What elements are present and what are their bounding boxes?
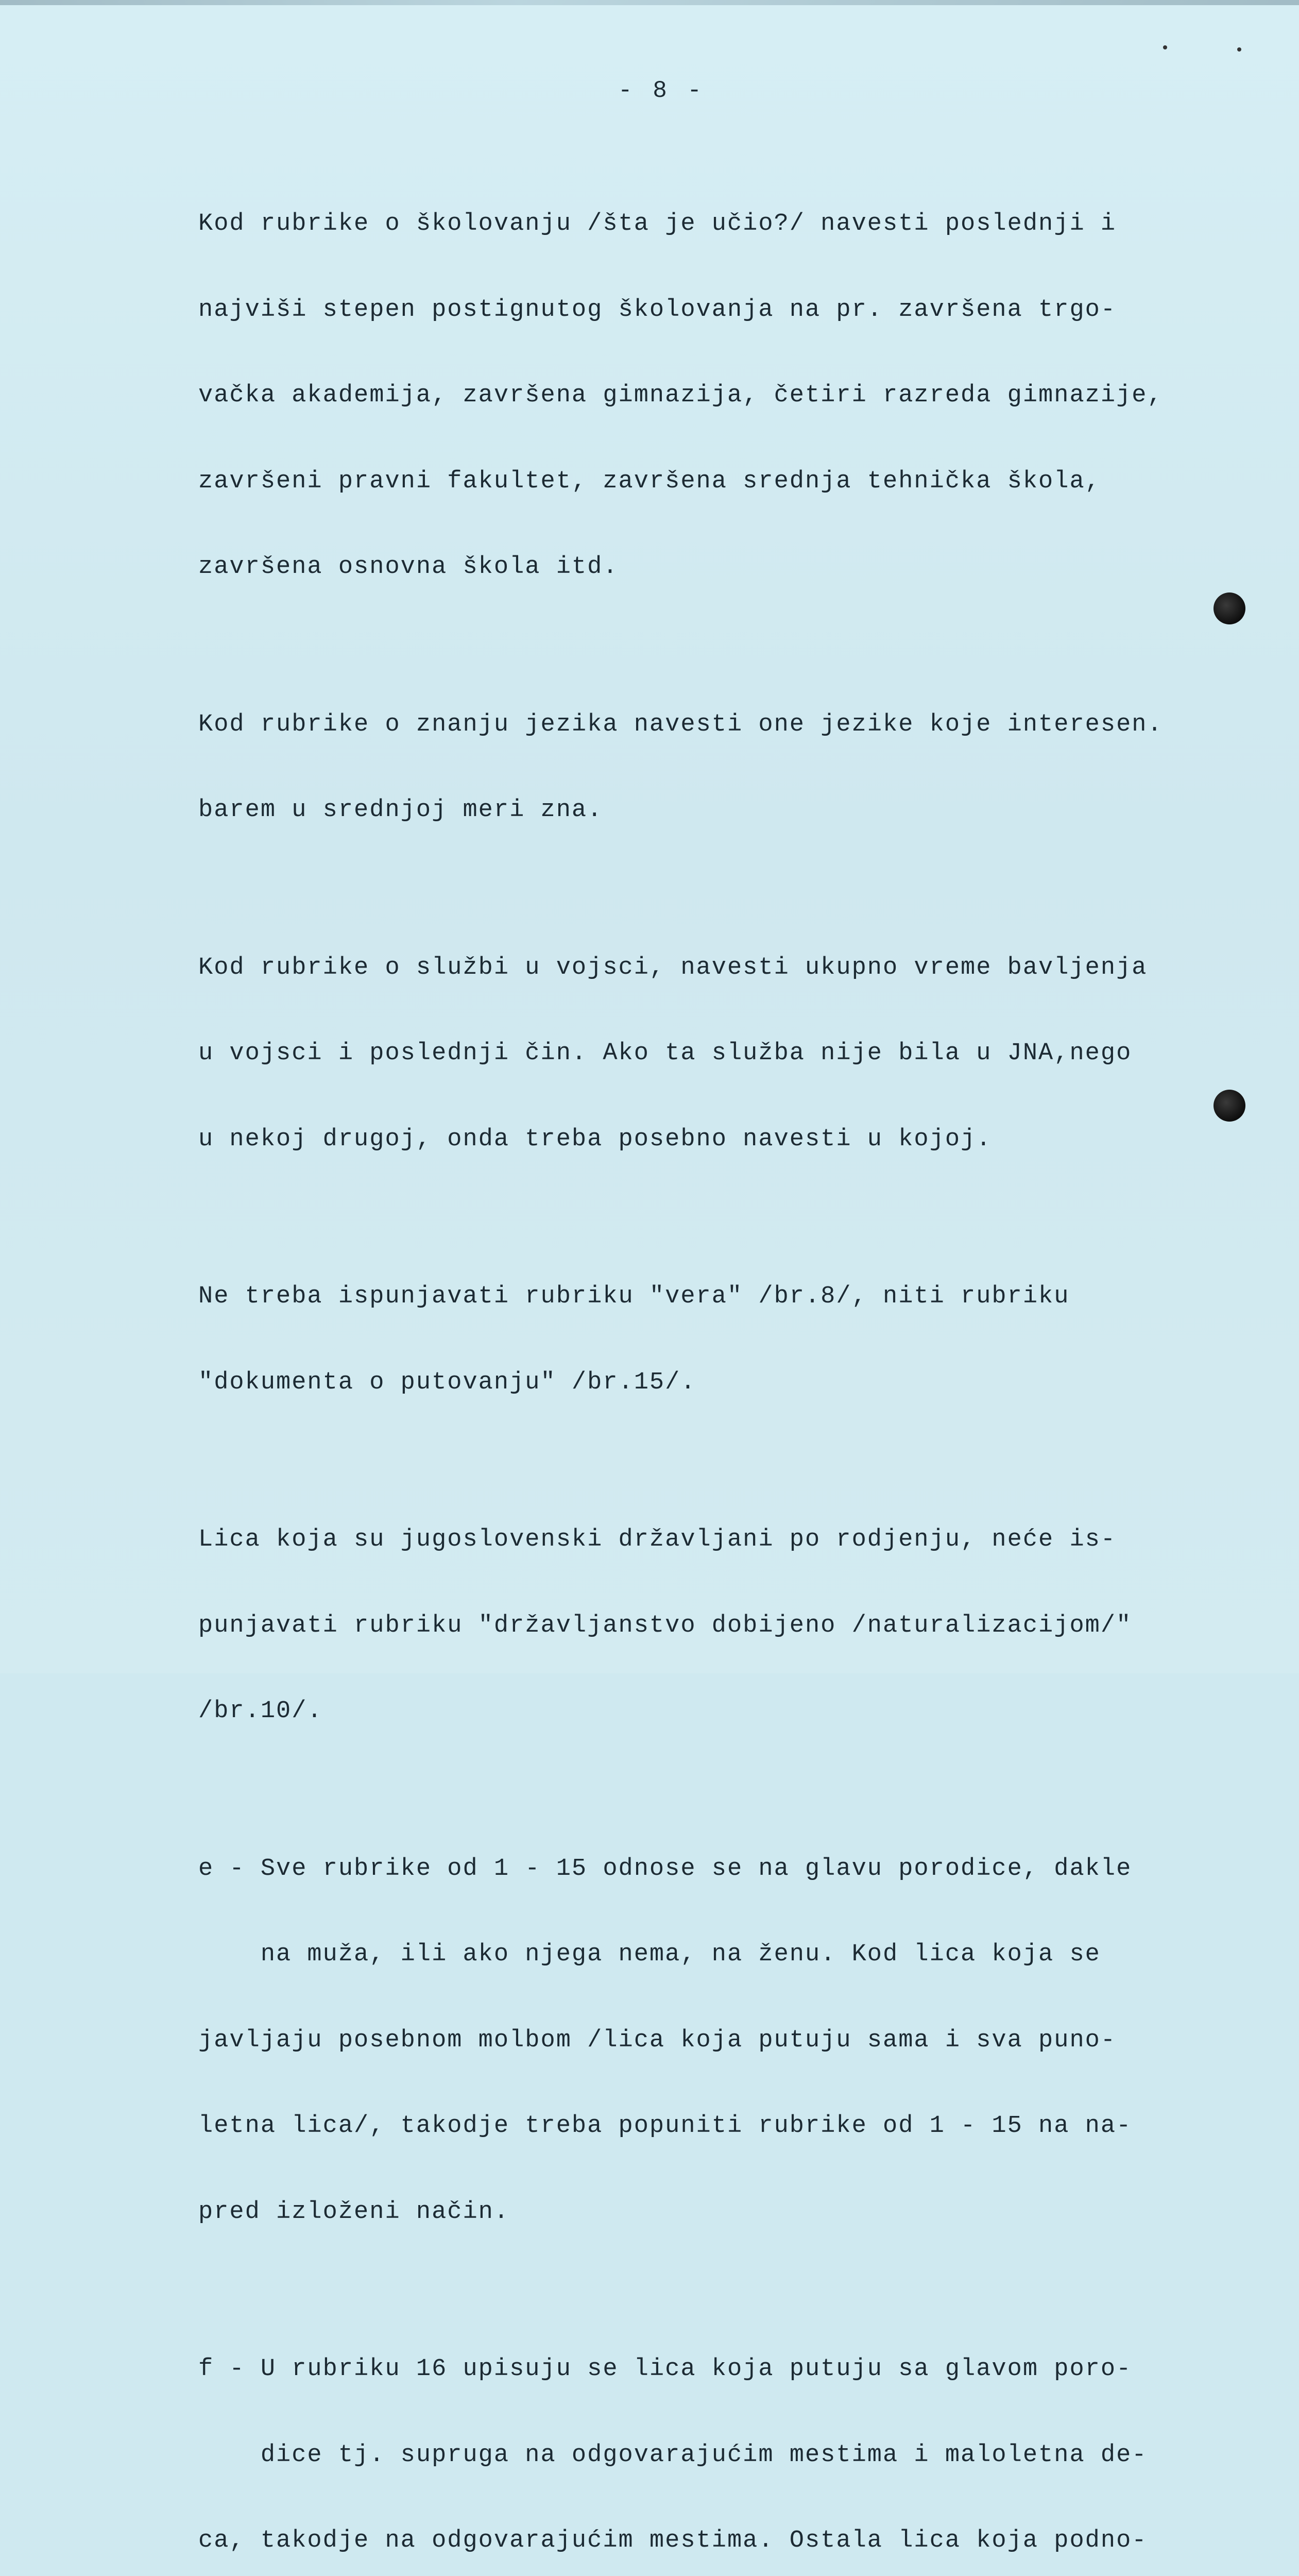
text-line: Ne treba ispunjavati rubriku "vera" /br.8/, niti rubriku <box>198 1283 1070 1310</box>
text-line: završena osnovna škola itd. <box>198 553 619 581</box>
text-line: Kod rubrike o znanju jezika navesti one jezike koje interesen. <box>198 710 1163 738</box>
text-line: punjavati rubriku "državljanstvo dobijeno /naturalizacijom/" <box>198 1612 1132 1639</box>
page-top-edge <box>0 0 1299 5</box>
text-line: e - Sve rubrike od 1 - 15 odnose se na glavu porodice, dakle <box>198 1855 1132 1883</box>
text-line: dice tj. supruga na odgovarajućim mestima i maloletna de- <box>198 2441 1148 2469</box>
paragraph-citizenship <box>198 1468 1198 1783</box>
document-body <box>198 152 1198 2576</box>
paragraph-item-f <box>198 2298 1198 2576</box>
text-line: završeni pravni fakultet, završena srednja tehnička škola, <box>198 467 1101 495</box>
page-number: - 8 - <box>618 77 705 104</box>
paragraph-education <box>198 152 1198 639</box>
paragraph-languages <box>198 653 1198 882</box>
text-line: u nekoj drugoj, onda treba posebno navesti u kojoj. <box>198 1125 992 1153</box>
text-line: pred izloženi način. <box>198 2198 510 2226</box>
text-line: na muža, ili ako njega nema, na ženu. Kod lica koja se <box>198 1941 1101 1968</box>
text-line: letna lica/, takodje treba popuniti rubrike od 1 - 15 na na- <box>198 2112 1132 2140</box>
punch-hole <box>1213 592 1245 624</box>
text-line: /br.10/. <box>198 1698 323 1725</box>
punch-hole <box>1213 1090 1245 1122</box>
text-line: f - U rubriku 16 upisuju se lica koja putuju sa glavom poro- <box>198 2355 1132 2383</box>
text-line: ca, takodje na odgovarajućim mestima. Ostala lica koja podno- <box>198 2527 1148 2554</box>
paragraph-item-e <box>198 1798 1198 2284</box>
text-line: Lica koja su jugoslovenski državljani po rodjenju, neće is- <box>198 1526 1117 1553</box>
text-line: Kod rubrike o školovanju /šta je učio?/ navesti poslednji i <box>198 210 1117 238</box>
text-line: najviši stepen postignutog školovanja na pr. završena trgo- <box>198 296 1117 324</box>
paragraph-religion <box>198 1225 1198 1454</box>
text-line: javljaju posebnom molbom /lica koja putuju sama i sva puno- <box>198 2026 1117 2054</box>
ink-speck <box>1237 47 1241 52</box>
text-line: u vojsci i poslednji čin. Ako ta služba nije bila u JNA,nego <box>198 1040 1132 1067</box>
ink-speck <box>1163 45 1167 49</box>
text-line: "dokumenta o putovanju" /br.15/. <box>198 1368 696 1396</box>
paragraph-military <box>198 896 1198 1211</box>
text-line: vačka akademija, završena gimnazija, četiri razreda gimnazije, <box>198 382 1163 409</box>
text-line: Kod rubrike o službi u vojsci, navesti ukupno vreme bavljenja <box>198 954 1148 981</box>
text-line: barem u srednjoj meri zna. <box>198 796 603 824</box>
